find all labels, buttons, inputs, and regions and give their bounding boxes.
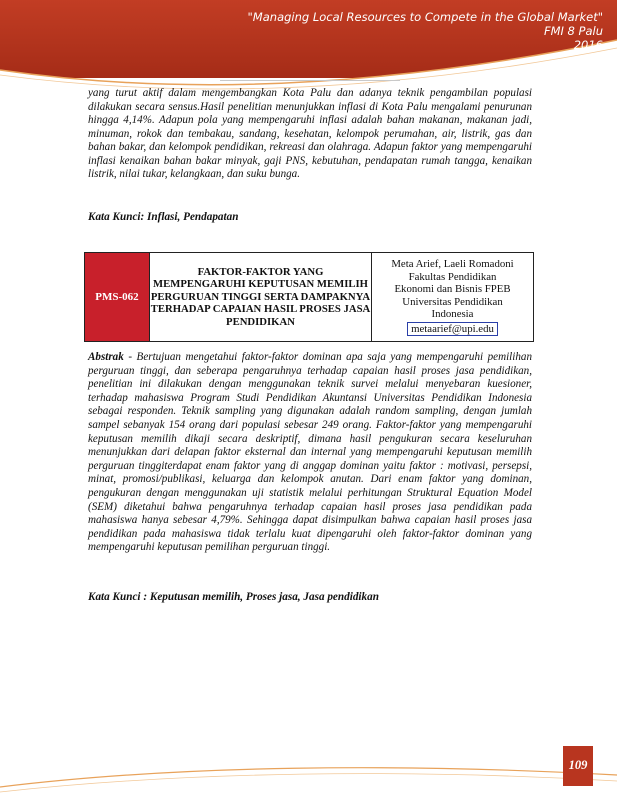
abstract-paragraph	[88, 351, 532, 555]
abstract-label: Abstrak	[88, 351, 124, 363]
header-divider	[220, 80, 400, 81]
affiliation-line-4: Indonesia	[431, 308, 474, 321]
affiliation-line-2: Ekonomi dan Bisnis FPEB	[394, 283, 511, 296]
header-tagline: "Managing Local Resources to Compete in the Global Market"	[247, 10, 603, 24]
abstract-text: - Bertujuan mengetahui faktor-faktor dominan apa saja yang mempengaruhi pemilihan perguruan tinggi, dan seberapa pengaruhnya terhadap capaian hasil proses jasa pendidikan, penelitian ini dilakukan dengan menggunakan teknik survei melalui menyebaran kuesioner, terhadap mahasiswa Program Studi Pendidikan Akuntansi Universitas Pendidikan Indonesia sebagai responden. Teknik sampling yang digunakan adalah random sampling, dengan jumlah sampel sebanyak 154 orang dari populasi sebesar 249 orang. Faktor-faktor yang mempengaruhi keputusan memilih dikaji secara deskriptif, dimana hasil pengukuran secara keseluruhan menunjukkan dari delapan faktor eksternal dan internal yang mempengaruhi keputusan memilih perguruan tinggiterdapat enam faktor yang di anggap dominan yaitu faktor : motivasi, persepsi, minat, promosi/publikasi, keluarga dan kelompok anutan. Dari enam faktor yang dominan, pengukuran dengan menggunakan uji statistik melalui perhitungan Struktural Equation Model (SEM) diketahui bahwa pengaruhnya terhadap capaian hasil proses jasa pendidikan pada mahasiswa hanya sebesar 4,79%. Sehingga dapat disimpulkan bahwa capaian hasil proses jasa pendidikan pada mahasiswa tidak terlalu kuat dipengaruhi oleh faktor-faktor dominan yang mempengaruhi keputusan pemilihan perguruan tinggi.	[88, 351, 532, 554]
paper-authors: Meta Arief, Laeli Romadoni	[391, 258, 514, 271]
author-email-link[interactable]: metaarief@upi.edu	[407, 322, 498, 336]
paper-authors-cell	[372, 253, 534, 342]
header-event: FMI 8 Palu	[543, 24, 603, 38]
keywords-first: Kata Kunci: Inflasi, Pendapatan	[88, 211, 239, 223]
footer-curve-decoration	[0, 745, 617, 800]
paper-info-table	[84, 252, 534, 342]
running-header	[183, 10, 603, 52]
abstract-continued: yang turut aktif dalam mengembangkan Kota Palu dan adanya teknik pengambilan populasi dilakukan secara sensus.Hasil penelitian menunjukkan inflasi di Kota Palu mengalami penurunan hingga 4,14%. Adapun pola yang mempengaruhi inflasi adalah bahan makanan, makanan jadi, minuman, rokok dan tembakau, sandang, kesehatan, kelompok perumahan, air, listrik, gas dan bahan bakar, dan kelompok pendidikan, rekreasi dan olahraga. Adapun faktor yang mempengaruhi inflasi kenaikan bahan bakar minyak, gaji PNS, kebutuhan, pendapatan rumah tangga, kenaikan listrik, nilai tukar, kelangkaan, dan suku bunga.	[88, 87, 532, 180]
paper-title: FAKTOR-FAKTOR YANG MEMPENGARUHI KEPUTUSAN MEMILIH PERGURUAN TINGGI SERTA DAMPAKNYA TERHADAP CAPAIAN HASIL PROSES JASA PENDIDIKAN	[150, 253, 372, 342]
keywords-second: Kata Kunci : Keputusan memilih, Proses jasa, Jasa pendidikan	[88, 591, 379, 603]
header-year: 2016	[573, 38, 603, 52]
affiliation-line-3: Universitas Pendidikan	[402, 295, 503, 308]
paper-code: PMS-062	[85, 253, 150, 342]
affiliation-line-1: Fakultas Pendidikan	[408, 270, 497, 283]
page-number: 109	[568, 758, 588, 772]
